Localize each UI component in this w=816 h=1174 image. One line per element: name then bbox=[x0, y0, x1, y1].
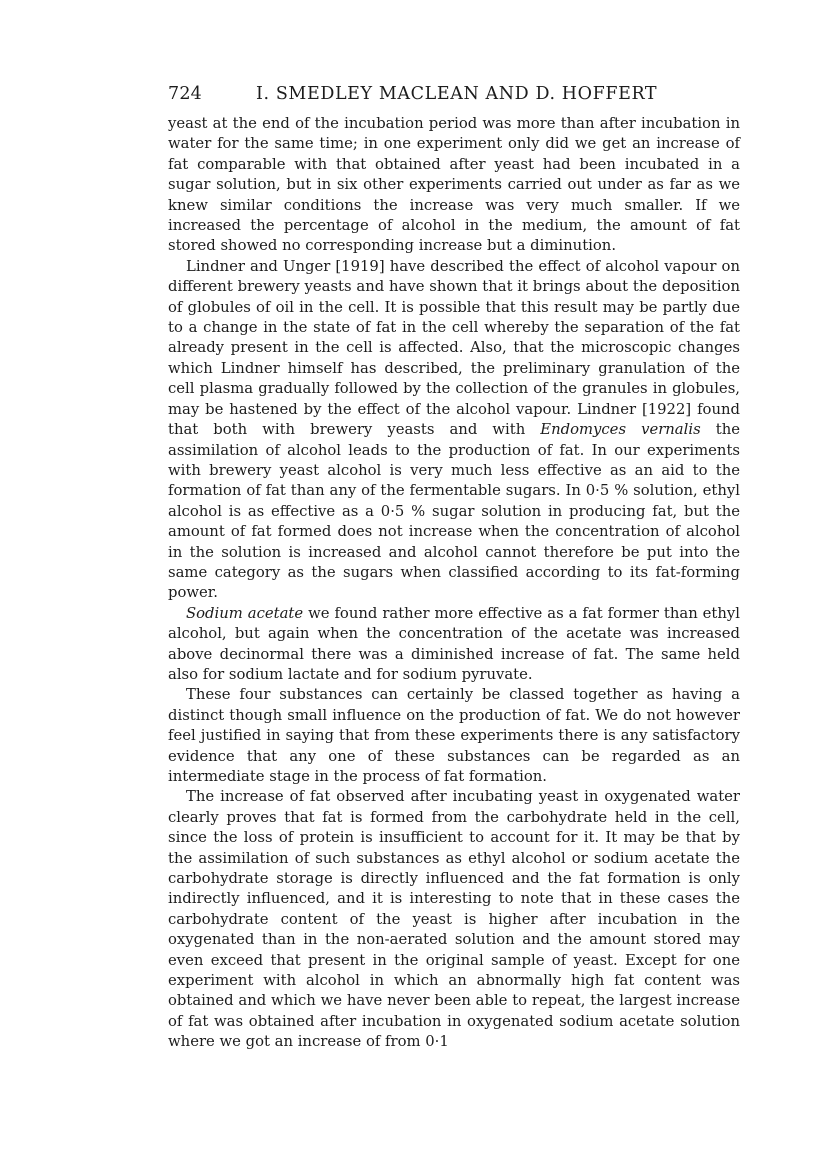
body-text bbox=[168, 114, 740, 1053]
paragraph-5-text: The increase of fat observed after incubating yeast in oxygenated water clearly proves that fat is formed from the carbohydrate held in the cell, since the loss of protein is insufficient to account for it. It may be that by the assimilation of such substances as ethyl alcohol or sodium acetate the carbohydrate storage is directly influenced and the fat formation is only indirectly influenced, and it is interesting to note that in these cases the carbohydrate content of the yeast is higher after incubation in the oxygenated than in the non-aerated solution and the amount stored may even exceed that present in the original sample of yeast. Except for one experiment with alcohol in which an abnormally high fat content was obtained and which we have never been able to repeat, the largest increase of fat was obtained after incubation in oxygenated sodium acetate solution where we got an increase of from 0·1 bbox=[168, 788, 740, 1051]
paragraph-3 bbox=[168, 604, 740, 686]
page-number: 724 bbox=[168, 84, 203, 104]
paragraph-4 bbox=[168, 685, 740, 787]
paragraph-2-text: Lindner and Unger [1919] have described the effect of alcohol vapour on different brewery yeasts and have shown that it brings about the deposition of globules of oil in the cell. It is possible that this result may be partly due to a change in the state of fat in the cell whereby the separation of the fat already present in the cell is affected. Also, that the microscopic changes which Lindner himself has described, the preliminary granulation of the cell plasma gradually followed by the collection of the granules in globules, may be hastened by the effect of the alcohol vapour. Lindner [1922] found that both with brewery yeasts and with bbox=[168, 257, 740, 439]
page bbox=[168, 84, 740, 1053]
paragraph-2 bbox=[168, 257, 740, 604]
paragraph-1 bbox=[168, 114, 740, 257]
paragraph-3-lead: Sodium acetate bbox=[186, 604, 304, 622]
paragraph-4-text: These four substances can certainly be classed together as having a distinct though small influence on the production of fat. We do not however feel justified in saying that from these experiments there is any satisfactory evidence that any one of these substances can be regarded as an intermediate stage in the process of fat formation. bbox=[168, 686, 740, 785]
paragraph-5 bbox=[168, 787, 740, 1052]
species-name: Endomyces vernalis bbox=[540, 421, 701, 439]
paragraph-1-text: yeast at the end of the incubation period was more than after incubation in water for the same time; in one experiment only did we get an increase of fat comparable with that obtained after yeast had been incubated in a sugar solution, but in six other experiments carried out under as far as we knew similar conditions the increase was very much smaller. If we increased the percentage of alcohol in the medium, the amount of fat stored showed no corresponding increase but a diminution. bbox=[168, 115, 740, 255]
paragraph-3-text: we found rather more effective as a fat former than ethyl alcohol, but again when the concentration of the acetate was increased above decinormal there was a diminished increase of fat. The same held also for sodium lactate and for sodium pyruvate. bbox=[168, 604, 740, 683]
paragraph-2-text-after: the assimilation of alcohol leads to the production of fat. In our experiments with brewery yeast alcohol is very much less effective as an aid to the formation of fat than any of the fermentable sugars. In 0·5 % solution, ethyl alcohol is as effective as a 0·5 % sugar solution in producing fat, but the amount of fat formed does not increase when the concentration of alcohol in the solution is increased and alcohol cannot therefore be put into the same category as the sugars when classified according to its fat-forming power. bbox=[168, 421, 740, 602]
running-head: I. SMEDLEY MACLEAN AND D. HOFFERT bbox=[256, 84, 658, 104]
page-header bbox=[168, 84, 740, 108]
